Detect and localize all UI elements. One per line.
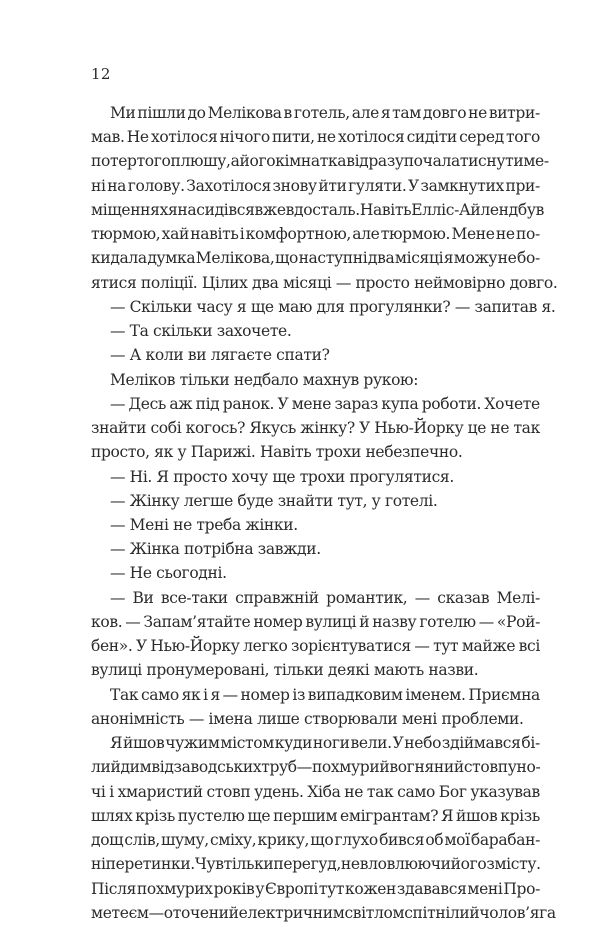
text-line: вулиці пронумеровані, тільки деякі мають назви. bbox=[91, 661, 479, 680]
text-line: шлях крізь пустелю ще першим емігрантам? Я йшов крізь bbox=[91, 806, 540, 825]
text-line: Після похмурих років у Європі тут кожен здавався мені Про- bbox=[91, 879, 540, 898]
text-line: кидала думка Мелікова, що наступні два місяці я можу не бо- bbox=[91, 249, 540, 268]
text-line: — А коли ви лягаєте спати? bbox=[110, 346, 330, 365]
text-line: лий дим від заводських труб — похмурий вогняний стовп уно- bbox=[91, 758, 541, 777]
text-line: дощ слів, шуму, сміху, крику, що глухо бився об мої барабан- bbox=[91, 831, 540, 850]
text-line: — Ви все-таки справжній романтик, — сказав Мелі- bbox=[110, 588, 540, 607]
text-line: ні перетинки. Чув тільки перегуд, не вловлюючи його змісту. bbox=[91, 855, 541, 874]
text-line: ні на голову. Захотілося знову йти гуляти. У замкнутих при- bbox=[91, 176, 540, 195]
text-line: Меліков тільки недбало махнув рукою: bbox=[110, 370, 419, 389]
text-line: потертого плюшу, а його кімнатка відразу почала тиснути ме- bbox=[91, 152, 549, 171]
text-line: — Скільки часу я ще маю для прогулянки? — запитав я. bbox=[110, 297, 556, 316]
text-line: мав. Не хотілося нічого пити, не хотілося сидіти серед того bbox=[91, 128, 540, 147]
text-line: ков. — Запам’ятайте номер вулиці й назву готелю — «Рой- bbox=[91, 612, 540, 631]
text-line: анонімність — імена лише створювали мені проблеми. bbox=[91, 709, 524, 728]
text-line: метеєм — оточений електричним світлом спітнілий чолов’яга bbox=[91, 903, 556, 922]
text-line: — Жінка потрібна завжди. bbox=[110, 540, 321, 559]
text-line: ятися поліції. Цілих два місяці — просто неймовірно довго. bbox=[91, 273, 558, 292]
text-line: — Ні. Я просто хочу ще трохи прогулятися. bbox=[110, 467, 454, 486]
text-line: просто, як у Парижі. Навіть трохи небезпечно. bbox=[91, 443, 463, 462]
text-line: Я йшов чужим містом куди ноги вели. У небо здіймався бі- bbox=[110, 734, 540, 753]
body-text bbox=[91, 101, 558, 925]
text-line: — Жінку легше буде знайти тут, у готелі. bbox=[110, 491, 438, 510]
text-line: — Десь аж під ранок. У мене зараз купа роботи. Хочете bbox=[110, 394, 540, 413]
text-line: — Не сьогодні. bbox=[110, 564, 227, 583]
text-line: — Мені не треба жінки. bbox=[110, 515, 298, 534]
text-line: бен». У Нью-Йорку легко зорієнтуватися — тут майже всі bbox=[91, 637, 540, 656]
text-line: чі і хмаристий стовп удень. Хіба не так само Бог указував bbox=[91, 782, 540, 801]
text-line: Так само як і я — номер із випадковим іменем. Приємна bbox=[110, 685, 540, 704]
page-number: 12 bbox=[91, 65, 111, 83]
text-line: тюрмою, хай навіть і комфортною, але тюрмою. Мене не по- bbox=[91, 225, 540, 244]
text-line: Ми пішли до Мелікова в готель, але я там довго не витри- bbox=[110, 104, 540, 122]
text-line: міщеннях я насидівся вже вдосталь. Навіть Елліс-Айленд був bbox=[91, 200, 544, 219]
text-line: знайти собі когось? Якусь жінку? У Нью-Йорку це не так bbox=[91, 419, 540, 438]
text-line: — Та скільки захочете. bbox=[110, 322, 292, 341]
